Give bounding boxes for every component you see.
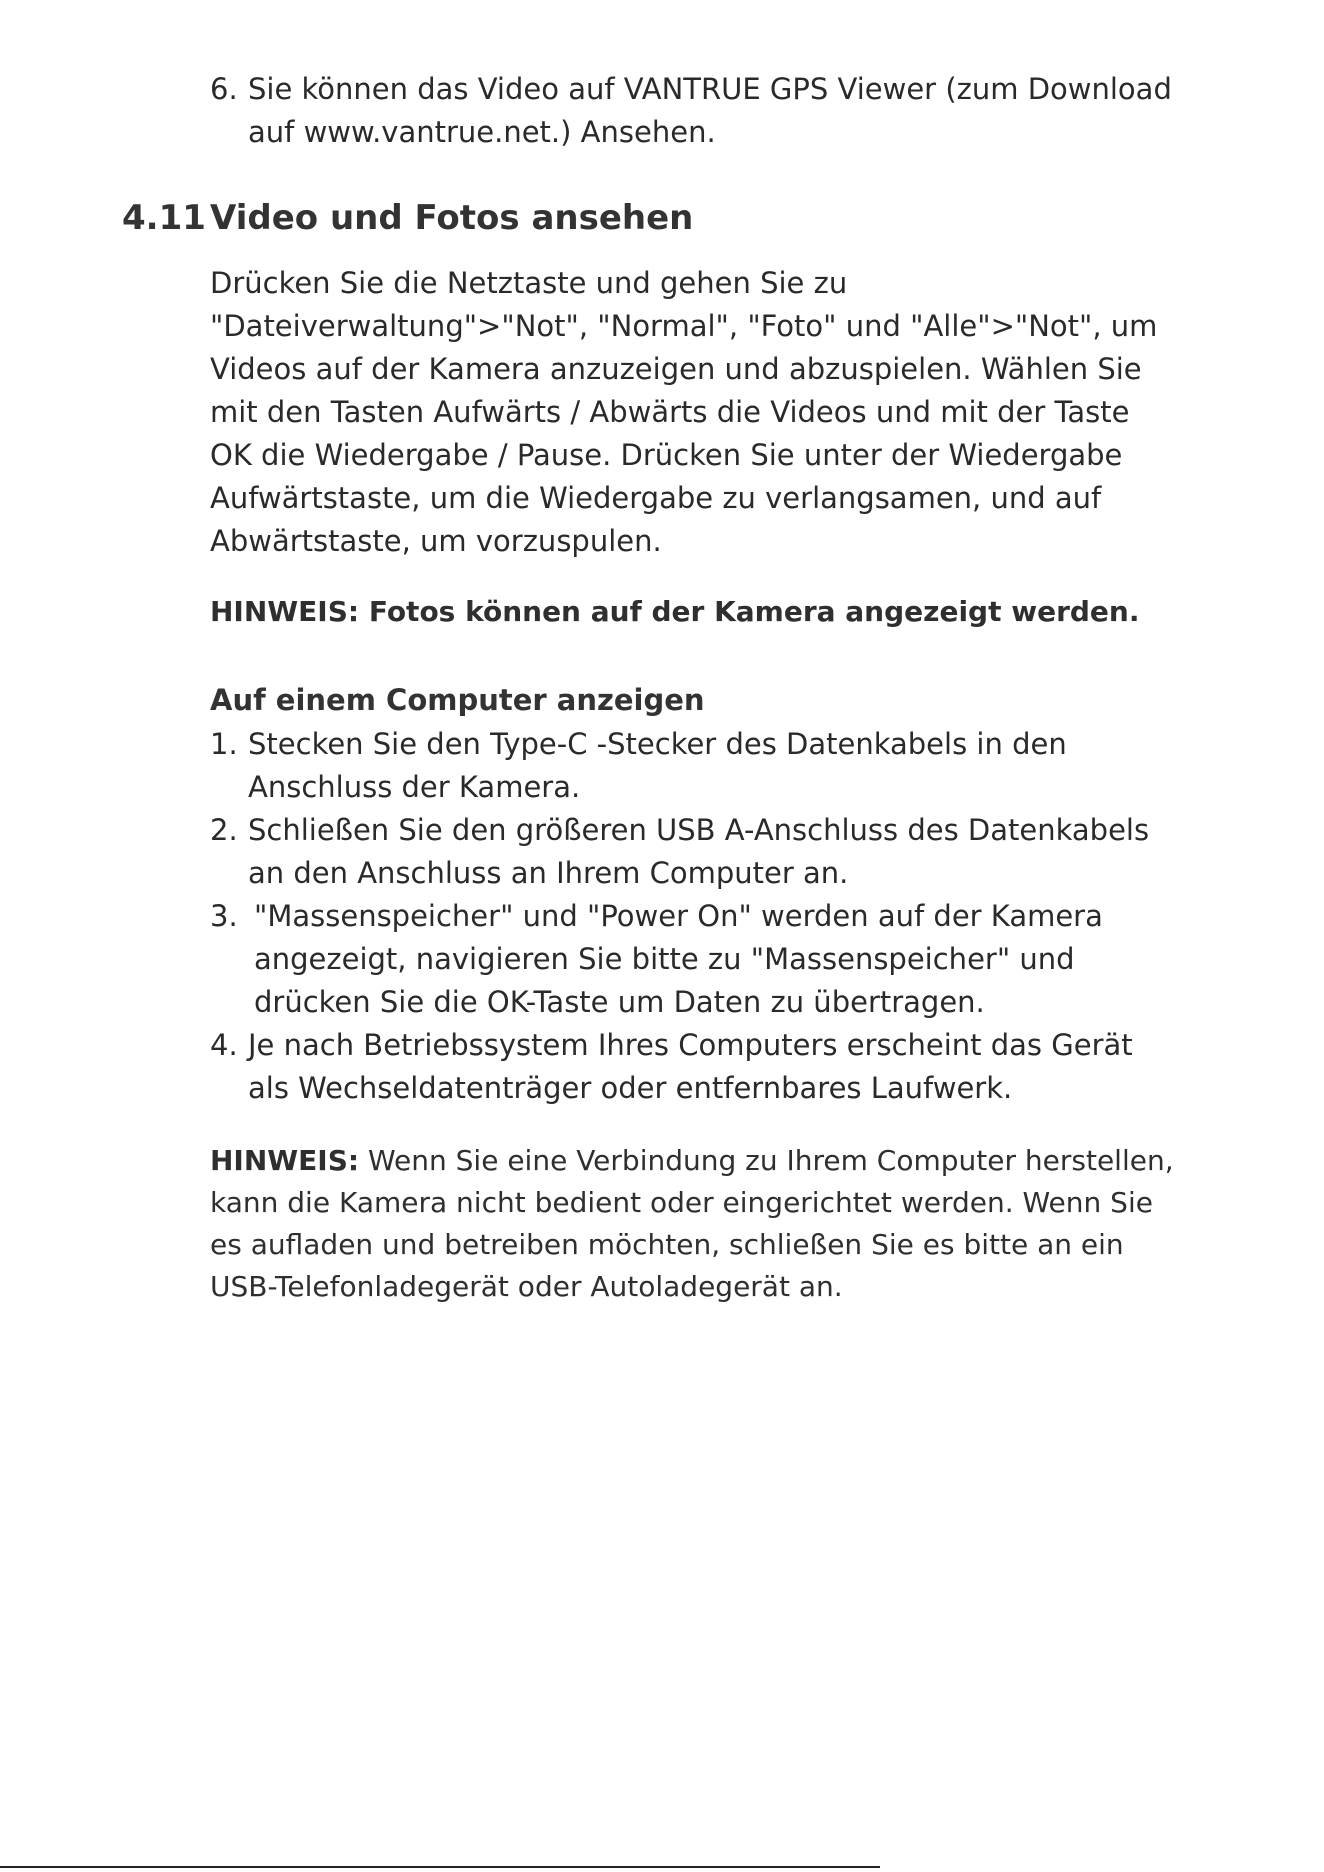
step-text: Schließen Sie den größeren USB A-Anschluss des Datenkabels an den Anschluss an Ihrem Computer an.	[248, 813, 1150, 890]
step-text: Stecken Sie den Type-C -Stecker des Datenkabels in den Anschluss der Kamera.	[248, 727, 1067, 804]
step-item	[210, 809, 1180, 895]
body-paragraph: Drücken Sie die Netztaste und gehen Sie zu "Dateiverwaltung">"Not", "Normal", "Foto" und "Alle">"Not", um Videos auf der Kamera anzuzeigen und abzuspielen. Wählen Sie mit den Tasten Aufwärts / Abwärts die Videos und mit der Taste OK die Wiedergabe / Pause. Drücken Sie unter der Wiedergabe Aufwärtstaste, um die Wiedergabe zu verlangsamen, und auf Abwärtstaste, um vorzuspulen.	[210, 266, 1158, 558]
note-2-text: Wenn Sie eine Verbindung zu Ihrem Computer herstellen, kann die Kamera nicht bedient oder eingerichtet werden. Wenn Sie es aufladen und betreiben möchten, schließen Sie es bitte an ein USB-Telefonladegerät oder Autoladegerät an.	[210, 1144, 1174, 1303]
section-title: Video und Fotos ansehen	[210, 198, 694, 238]
step-text: Je nach Betriebssystem Ihres Computers erscheint das Gerät als Wechseldatenträger oder entfernbares Laufwerk.	[248, 1028, 1133, 1105]
intro-list-item	[210, 68, 1180, 154]
step-number: 3.	[210, 899, 238, 933]
note-1-text: HINWEIS: Fotos können auf der Kamera angezeigt werden.	[210, 595, 1140, 628]
step-number: 1.	[210, 727, 238, 761]
section-number: 4.11	[122, 198, 206, 238]
section-heading	[122, 196, 1180, 240]
step-number: 2.	[210, 813, 238, 847]
step-text: "Massenspeicher" und "Power On" werden auf der Kamera angezeigt, navigieren Sie bitte zu "Massenspeicher" und drücken Sie die OK-Taste um Daten zu übertragen.	[254, 899, 1103, 1019]
footer-rule	[0, 1866, 880, 1868]
page-content	[122, 68, 1180, 1308]
step-number: 4.	[210, 1028, 238, 1062]
list-text: Sie können das Video auf VANTRUE GPS Viewer (zum Download auf www.vantrue.net.) Ansehen.	[248, 72, 1172, 149]
note-2-label: HINWEIS:	[210, 1144, 360, 1177]
note-2	[210, 1140, 1180, 1308]
step-item	[210, 723, 1180, 809]
subsection-title: Auf einem Computer anzeigen	[210, 683, 705, 717]
step-item	[210, 895, 1180, 1024]
step-item	[210, 1024, 1180, 1110]
note-1	[210, 591, 1180, 633]
list-number: 6.	[210, 72, 238, 106]
